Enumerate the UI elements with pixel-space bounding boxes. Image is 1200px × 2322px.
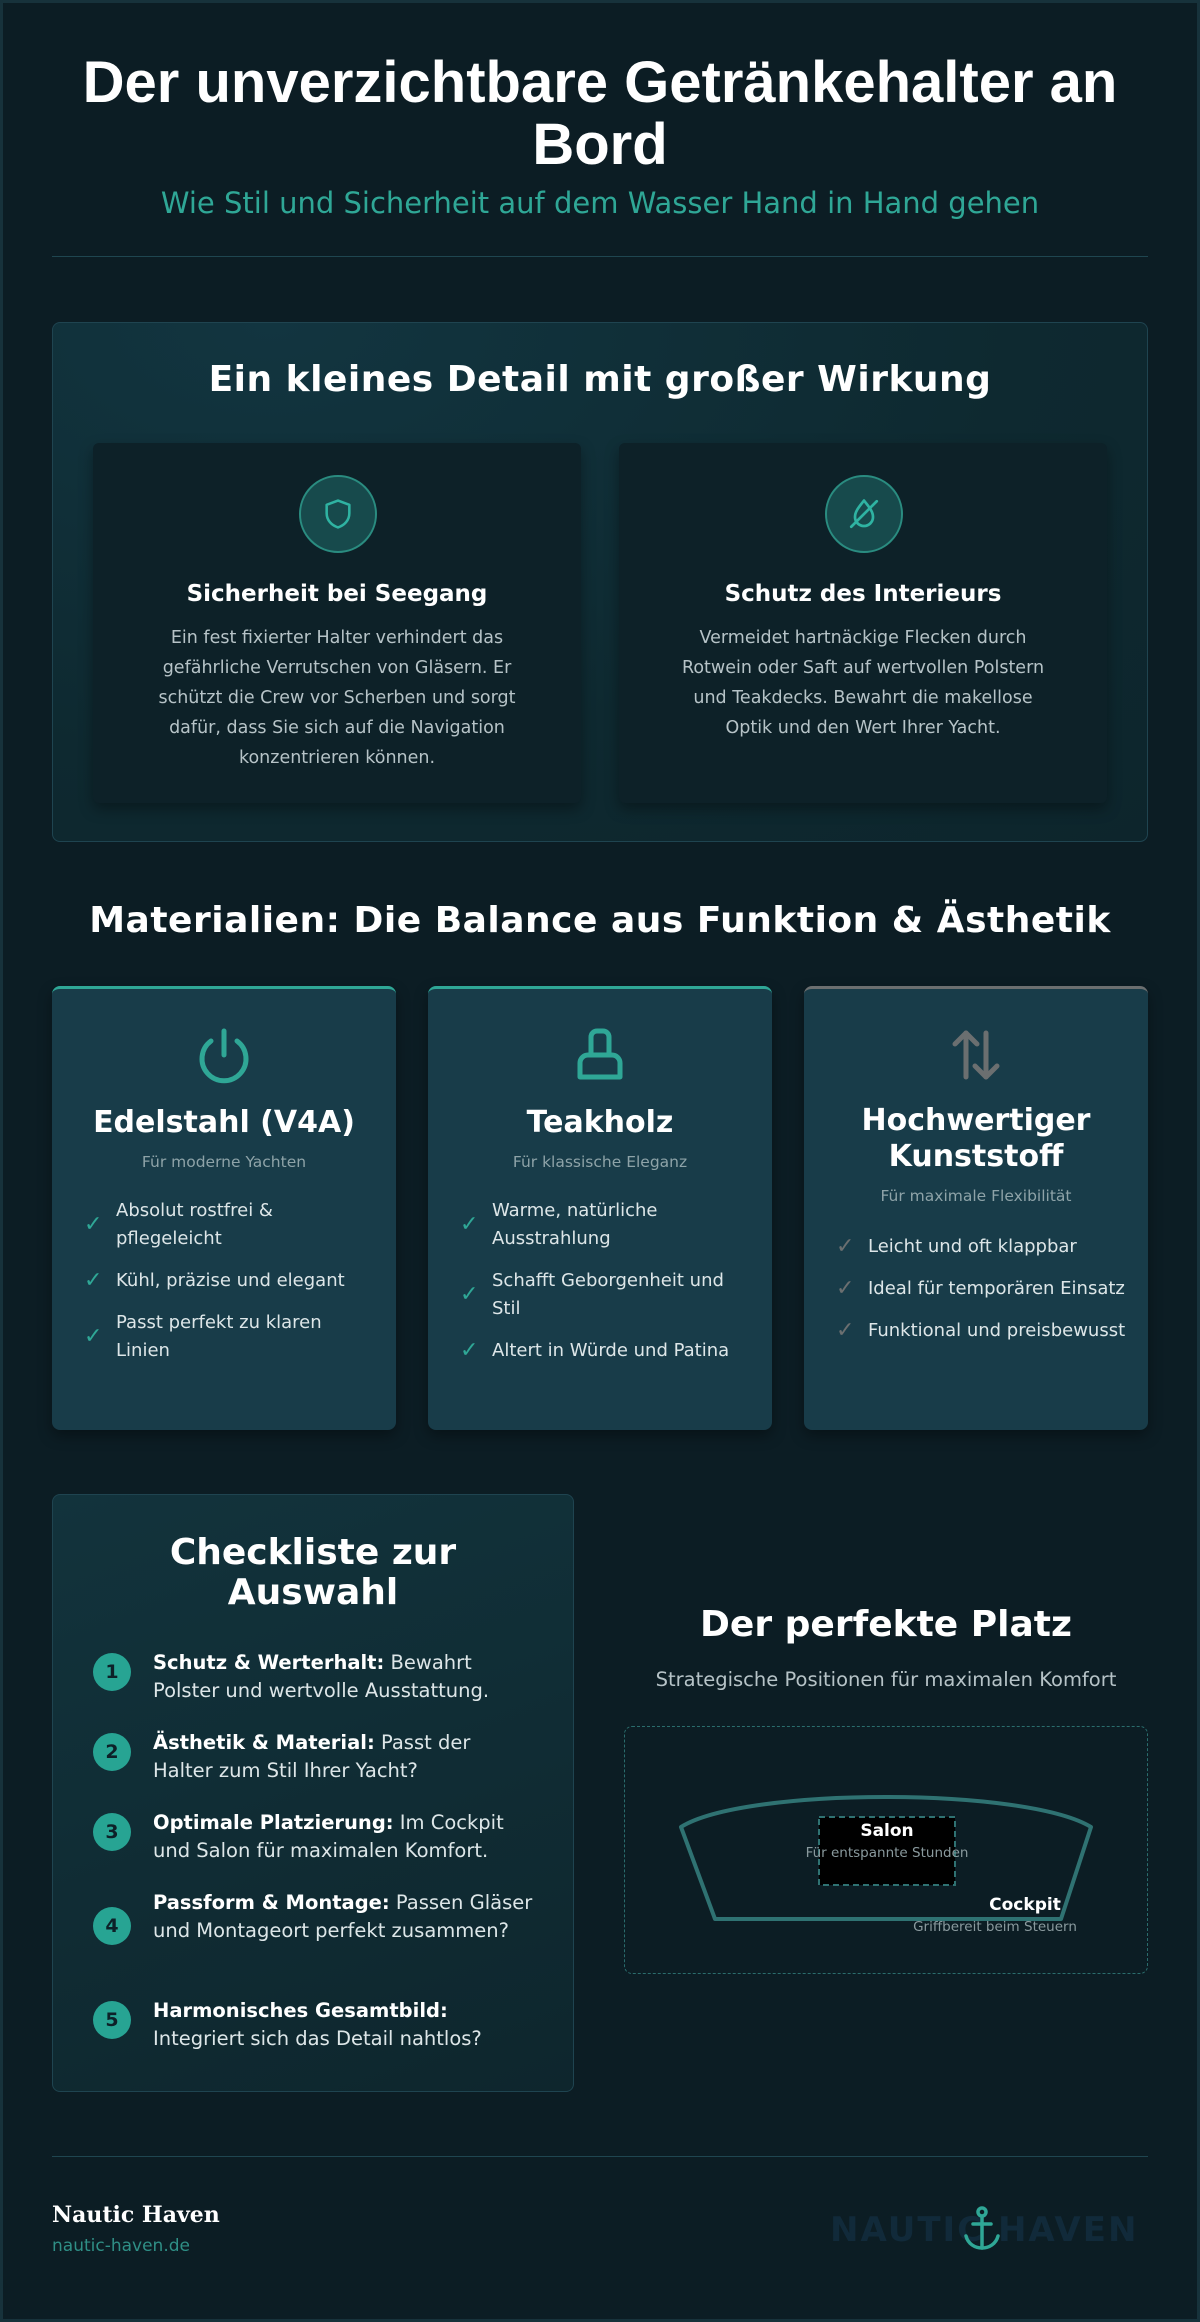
power-icon	[194, 1025, 254, 1085]
salon-zone	[805, 1821, 969, 1861]
check-icon: ✓	[84, 1212, 103, 1237]
check-icon: ✓	[460, 1212, 479, 1237]
checklist-text: Harmonisches Gesamtbild: Integriert sich das Detail nahtlos?	[153, 1999, 482, 2050]
step-number: 3	[93, 1813, 131, 1851]
material-feature-list	[460, 1197, 750, 1379]
step-number: 5	[93, 2001, 131, 2039]
material-subtitle: Für moderne Yachten	[141, 1153, 307, 1171]
impact-section	[52, 322, 1148, 842]
benefit-card-safety	[93, 443, 581, 803]
material-subtitle: Für maximale Flexibilität	[880, 1187, 1072, 1205]
check-icon: ✓	[460, 1338, 479, 1363]
list-item: ✓ Kühl, präzise und elegant	[84, 1268, 345, 1293]
material-card-plastic	[804, 986, 1148, 1430]
list-item: ✓ Absolut rostfrei & pflegeleicht	[84, 1200, 273, 1249]
checklist-text: Optimale Platzierung: Im Cockpit und Salon für maximalen Komfort.	[153, 1811, 504, 1862]
benefit-title: Sicherheit bei Seegang	[186, 581, 488, 607]
benefit-title: Schutz des Interieurs	[724, 581, 1002, 607]
material-subtitle: Für klassische Eleganz	[512, 1153, 688, 1171]
footer-url[interactable]: nautic-haven.de	[52, 2236, 190, 2256]
check-icon: ✓	[836, 1276, 855, 1301]
seat-icon	[570, 1025, 630, 1085]
cockpit-sublabel: Griffbereit beim Steuern	[913, 1919, 1077, 1935]
cockpit-zone	[885, 1895, 1105, 1935]
salon-sublabel: Für entspannte Stunden	[805, 1845, 969, 1861]
checklist-title: Checkliste zur Auswahl	[169, 1532, 457, 1613]
material-feature-list	[836, 1233, 1126, 1359]
header-divider	[52, 256, 1148, 257]
material-title: Edelstahl (V4A)	[93, 1105, 355, 1140]
benefit-card-interior	[619, 443, 1107, 803]
list-item: ✓ Altert in Würde und Patina	[460, 1338, 730, 1363]
benefit-text: Ein fest fixierter Halter verhindert das gefährliche Verrutschen von Gläsern. Er schützt die Crew vor Scherben und sorgt dafür, dass Sie sich auf die Navigation konzentrieren können.	[158, 628, 516, 768]
impact-title: Ein kleines Detail mit großer Wirkung	[208, 359, 992, 400]
shield-icon	[299, 475, 377, 553]
list-item: ✓ Passt perfekt zu klaren Linien	[84, 1312, 322, 1361]
list-item: ✓ Ideal für temporären Einsatz	[836, 1276, 1125, 1301]
check-icon: ✓	[836, 1318, 855, 1343]
page-subtitle: Wie Stil und Sicherheit auf dem Wasser Hand in Hand gehen	[160, 186, 1040, 220]
salon-label: Salon	[860, 1821, 914, 1841]
check-icon: ✓	[84, 1324, 103, 1349]
footer-brand: Nautic Haven	[52, 2202, 220, 2228]
anchor-icon	[962, 2206, 1002, 2252]
benefit-text: Vermeidet hartnäckige Flecken durch Rotwein oder Saft auf wertvollen Polstern und Teakdecks. Bewahrt die makellose Optik und den Wert Ihrer Yacht.	[681, 628, 1045, 738]
material-title: Teakholz	[526, 1105, 674, 1140]
checklist-text: Ästhetik & Material: Passt der Halter zum Stil Ihrer Yacht?	[153, 1731, 471, 1782]
list-item: ✓ Schafft Geborgenheit und Stil	[460, 1270, 724, 1319]
footer-watermark: NAUTIC HAVEN	[830, 2210, 1139, 2250]
arrows-up-down-icon	[946, 1025, 1006, 1085]
cockpit-label: Cockpit	[989, 1895, 1061, 1915]
materials-title: Materialien: Die Balance aus Funktion & Ästhetik	[89, 900, 1111, 941]
checklist-text: Passform & Montage: Passen Gläser und Montageort perfekt zusammen?	[153, 1891, 533, 1942]
boat-diagram	[624, 1726, 1148, 1974]
step-number: 2	[93, 1733, 131, 1771]
page-title: Der unverzichtbare Getränkehalter an Bord	[82, 50, 1118, 177]
check-icon: ✓	[460, 1282, 479, 1307]
material-card-steel	[52, 986, 396, 1430]
check-icon: ✓	[84, 1268, 103, 1293]
list-item: ✓ Warme, natürliche Ausstrahlung	[460, 1200, 658, 1249]
footer-divider	[52, 2156, 1148, 2157]
placement-subtitle: Strategische Positionen für maximalen Komfort	[655, 1668, 1117, 1691]
checklist-panel	[52, 1494, 574, 2092]
list-item: ✓ Funktional und preisbewusst	[836, 1318, 1126, 1343]
step-number: 4	[93, 1907, 131, 1945]
checklist-text: Schutz & Werterhalt: Bewahrt Polster und wertvolle Ausstattung.	[153, 1651, 490, 1702]
material-feature-list	[84, 1197, 374, 1379]
list-item: ✓ Leicht und oft klappbar	[836, 1234, 1077, 1259]
check-icon: ✓	[836, 1234, 855, 1259]
step-number: 1	[93, 1653, 131, 1691]
material-card-teak	[428, 986, 772, 1430]
droplet-off-icon	[825, 475, 903, 553]
placement-title: Der perfekte Platz	[700, 1604, 1072, 1645]
material-title: Hochwertiger Kunststoff	[861, 1103, 1091, 1174]
